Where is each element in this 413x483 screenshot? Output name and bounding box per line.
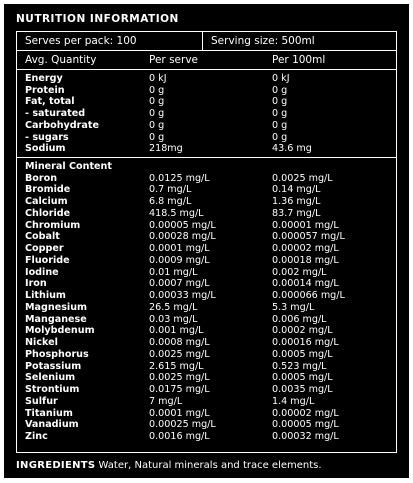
mineral-row-per-serve: 0.03 mg/L bbox=[149, 313, 198, 325]
mineral-row-name: Phosphorus bbox=[25, 348, 89, 360]
mineral-row-per-serve: 0.0001 mg/L bbox=[149, 243, 210, 254]
mineral-row-name: Nickel bbox=[25, 337, 58, 348]
mineral-row-per-100ml: 0.0025 mg/L bbox=[272, 172, 333, 184]
mineral-row-per-serve: 2.615 mg/L bbox=[149, 360, 204, 372]
mineral-row-name: Copper bbox=[25, 243, 64, 254]
mineral-row-per-100ml: 0.00014 mg/L bbox=[272, 278, 339, 290]
mineral-row-name: Sulfur bbox=[25, 395, 58, 407]
nutrient-row-per-serve: 218mg bbox=[149, 143, 183, 155]
mineral-row-per-serve: 0.00025 mg/L bbox=[149, 419, 216, 431]
mineral-row-per-100ml: 0.0005 mg/L bbox=[272, 372, 333, 384]
serving-size: Serving size: 500ml bbox=[211, 35, 315, 47]
mineral-row-per-100ml: 1.4 mg/L bbox=[272, 395, 315, 407]
mineral-row-per-serve: 0.0007 mg/L bbox=[149, 278, 210, 290]
nutrient-row-per-serve: 0 g bbox=[149, 131, 165, 143]
nutrition-table bbox=[16, 31, 397, 453]
mineral-row-per-100ml: 0.002 mg/L bbox=[272, 266, 327, 278]
nutrient-row-per-serve: 0 kJ bbox=[149, 73, 167, 84]
header-row bbox=[17, 51, 396, 70]
mineral-row-per-serve: 0.0025 mg/L bbox=[149, 372, 210, 384]
nutrient-row-name: Carbohydrate bbox=[25, 119, 99, 131]
nutrient-row-name: Protein bbox=[25, 84, 65, 96]
nutrient-row-name: - saturated bbox=[25, 108, 86, 120]
mineral-row-per-100ml: 0.0002 mg/L bbox=[272, 325, 333, 337]
mineral-row-per-100ml: 0.00032 mg/L bbox=[272, 431, 339, 442]
mineral-row-per-100ml: 0.0035 mg/L bbox=[272, 384, 333, 395]
mineral-row-per-serve: 418.5 mg/L bbox=[149, 207, 204, 219]
mineral-row-per-100ml: 0.00005 mg/L bbox=[272, 419, 339, 431]
nutrient-row-per-serve: 0 g bbox=[149, 96, 165, 108]
mineral-row-per-serve: 0.0008 mg/L bbox=[149, 337, 210, 348]
nutrient-row-per-100ml: 43.6 mg bbox=[272, 143, 312, 155]
serves-row bbox=[17, 32, 396, 51]
mineral-row-name: Magnesium bbox=[25, 301, 88, 313]
mineral-row-per-serve: 0.0001 mg/L bbox=[149, 407, 210, 419]
mineral-row-per-serve: 0.0025 mg/L bbox=[149, 348, 210, 360]
mineral-row-per-serve: 6.8 mg/L bbox=[149, 196, 192, 207]
ingredients-label: INGREDIENTS bbox=[16, 460, 96, 471]
mineral-row-name: Strontium bbox=[25, 384, 80, 395]
mineral-row-name: Potassium bbox=[25, 360, 82, 372]
mineral-row-name: Cobalt bbox=[25, 231, 60, 243]
mineral-row-name: Iodine bbox=[25, 266, 59, 278]
mineral-heading: Mineral Content bbox=[25, 161, 112, 172]
mineral-row-per-serve: 0.00005 mg/L bbox=[149, 219, 216, 231]
mineral-row-per-serve: 26.5 mg/L bbox=[149, 301, 198, 313]
nutrient-row-per-100ml: 0 g bbox=[272, 119, 288, 131]
mineral-row-per-100ml: 1.36 mg/L bbox=[272, 196, 321, 207]
nutrient-row-per-100ml: 0 g bbox=[272, 108, 288, 120]
mineral-row-per-serve: 0.001 mg/L bbox=[149, 325, 204, 337]
nutrient-row-name: - sugars bbox=[25, 131, 69, 143]
mineral-row-name: Boron bbox=[25, 172, 58, 184]
panel-title: NUTRITION INFORMATION bbox=[16, 13, 179, 25]
mineral-row-per-serve: 0.0175 mg/L bbox=[149, 384, 210, 395]
mineral-row-per-100ml: 0.00001 mg/L bbox=[272, 219, 339, 231]
nutrient-row-name: Sodium bbox=[25, 143, 66, 155]
mineral-row-per-100ml: 0.00018 mg/L bbox=[272, 254, 339, 266]
nutrient-row-per-100ml: 0 g bbox=[272, 84, 288, 96]
mineral-row-name: Chloride bbox=[25, 207, 71, 219]
mineral-row-per-100ml: 0.523 mg/L bbox=[272, 360, 327, 372]
mineral-row-per-serve: 0.0016 mg/L bbox=[149, 431, 210, 442]
mineral-row-per-serve: 0.01 mg/L bbox=[149, 266, 198, 278]
mineral-row-per-100ml: 0.14 mg/L bbox=[272, 184, 321, 196]
nutrient-row-per-100ml: 0 g bbox=[272, 96, 288, 108]
nutrient-row-per-serve: 0 g bbox=[149, 119, 165, 131]
mineral-row-name: Lithium bbox=[25, 290, 66, 301]
ingredients-text: Water, Natural minerals and trace elements. bbox=[95, 460, 322, 471]
nutrient-row-per-100ml: 0 g bbox=[272, 131, 288, 143]
mineral-row-per-100ml: 83.7 mg/L bbox=[272, 207, 321, 219]
mineral-row-per-100ml: 0.006 mg/L bbox=[272, 313, 327, 325]
mineral-row-per-100ml: 0.000057 mg/L bbox=[272, 231, 345, 243]
mineral-row-name: Selenium bbox=[25, 372, 76, 384]
mineral-row-name: Bromide bbox=[25, 184, 71, 196]
serves-per-pack: Serves per pack: 100 bbox=[25, 35, 137, 47]
mineral-row-name: Chromium bbox=[25, 219, 81, 231]
divider bbox=[202, 32, 203, 50]
mineral-row-name: Zinc bbox=[25, 431, 48, 442]
mineral-row-per-serve: 0.7 mg/L bbox=[149, 184, 192, 196]
mineral-row-name: Titanium bbox=[25, 407, 73, 419]
mineral-row-name: Calcium bbox=[25, 196, 68, 207]
nutrient-row-per-serve: 0 g bbox=[149, 108, 165, 120]
mineral-row-per-100ml: 0.00002 mg/L bbox=[272, 243, 339, 254]
mineral-row-name: Manganese bbox=[25, 313, 87, 325]
mineral-row-per-100ml: 0.000066 mg/L bbox=[272, 290, 345, 301]
nutrient-row-per-serve: 0 g bbox=[149, 84, 165, 96]
mineral-row-name: Molybdenum bbox=[25, 325, 95, 337]
header-per-100ml: Per 100ml bbox=[272, 54, 326, 66]
mineral-row-name: Vanadium bbox=[25, 419, 79, 431]
mineral-row-per-100ml: 0.0005 mg/L bbox=[272, 348, 333, 360]
mineral-row-per-100ml: 0.00016 mg/L bbox=[272, 337, 339, 348]
header-per-serve: Per serve bbox=[149, 54, 198, 66]
mineral-row-name: Fluoride bbox=[25, 254, 70, 266]
nutrient-row-per-100ml: 0 kJ bbox=[272, 73, 290, 84]
header-quantity: Avg. Quantity bbox=[25, 54, 97, 66]
nutrient-row-name: Energy bbox=[25, 73, 63, 84]
mineral-row-per-serve: 0.00033 mg/L bbox=[149, 290, 216, 301]
ingredients-line bbox=[16, 459, 322, 473]
mineral-row-per-serve: 0.0125 mg/L bbox=[149, 172, 210, 184]
nutrients-block bbox=[17, 70, 396, 158]
mineral-row-per-100ml: 5.3 mg/L bbox=[272, 301, 315, 313]
mineral-row-per-serve: 0.00028 mg/L bbox=[149, 231, 216, 243]
mineral-row-name: Iron bbox=[25, 278, 47, 290]
mineral-row-per-100ml: 0.00002 mg/L bbox=[272, 407, 339, 419]
nutrient-row-name: Fat, total bbox=[25, 96, 75, 108]
mineral-row-per-serve: 7 mg/L bbox=[149, 395, 183, 407]
nutrition-panel bbox=[4, 4, 409, 478]
mineral-row-per-serve: 0.0009 mg/L bbox=[149, 254, 210, 266]
